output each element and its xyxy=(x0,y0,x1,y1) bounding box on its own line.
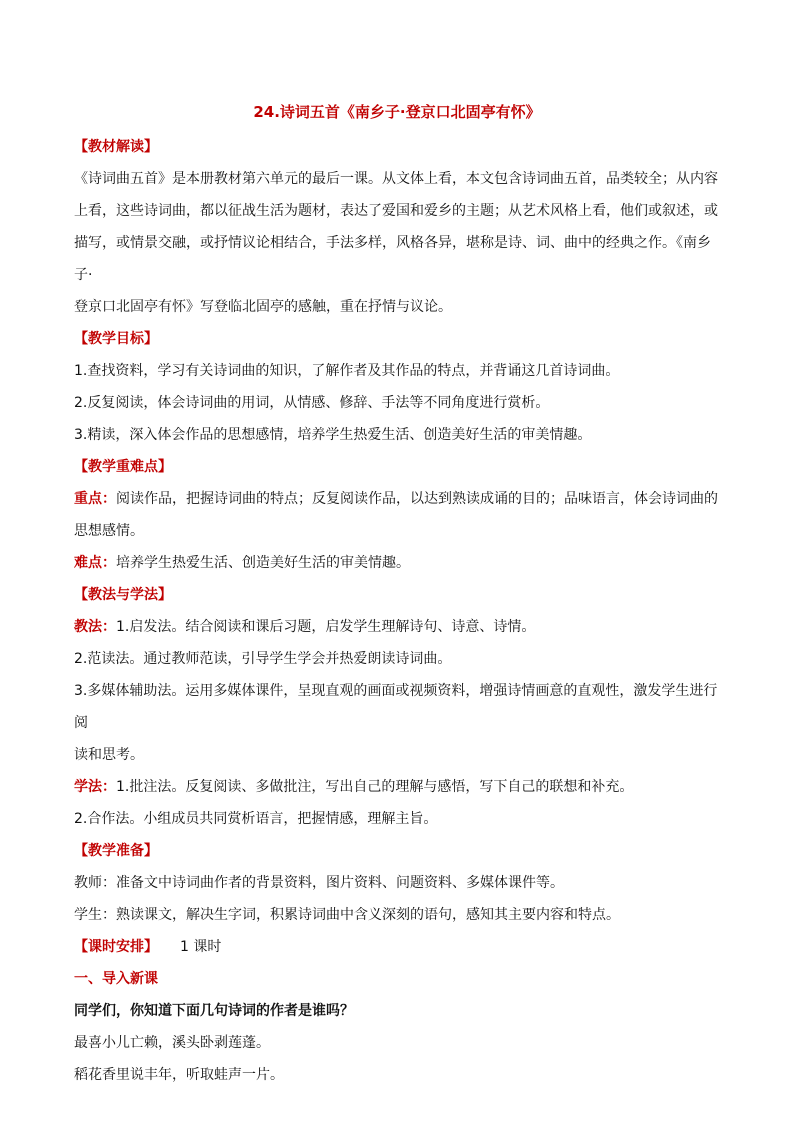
goal-item: 2.反复阅读，体会诗词曲的用词，从情感、修辞、手法等不同角度进行赏析。 xyxy=(74,395,550,411)
teaching-method-text: 1.启发法。结合阅读和课后习题，启发学生理解诗句、诗意、诗情。 xyxy=(116,619,536,635)
schedule-value: 1 课时 xyxy=(180,939,222,955)
key-point-line xyxy=(74,483,722,515)
difficult-point-text: 培养学生热爱生活、创造美好生活的审美情趣。 xyxy=(116,555,410,571)
section-heading-keshi: 【课时安排】 xyxy=(74,939,158,955)
goal-item: 3.精读，深入体会作品的思想感情，培养学生热爱生活、创造美好生活的审美情趣。 xyxy=(74,427,592,443)
key-point-text: 阅读作品，把握诗词曲的特点；反复阅读作品，以达到熟读成诵的目的；品味语言，体会诗词曲的 xyxy=(116,491,718,507)
poem-line: 稻花香里说丰年，听取蛙声一片。 xyxy=(74,1067,284,1083)
prep-student-line: 学生：熟读课文，解决生字词，积累诗词曲中含义深刻的语句，感知其主要内容和特点。 xyxy=(74,907,620,923)
key-point-label: 重点： xyxy=(74,491,116,507)
learning-method-label: 学法： xyxy=(74,779,116,795)
poem-line: 最喜小儿亡赖，溪头卧剥莲蓬。 xyxy=(74,1035,270,1051)
teaching-method-line: 读和思考。 xyxy=(74,747,144,763)
paragraph-line: 描写，或情景交融，或抒情议论相结合，手法多样，风格各异，堪称是诗、词、曲中的经典之作。《南乡子· xyxy=(74,235,711,283)
prep-teacher-line: 教师：准备文中诗词曲作者的背景资料，图片资料、问题资料、多媒体课件等。 xyxy=(74,875,564,891)
teaching-method-label: 教法： xyxy=(74,619,116,635)
document-title: 24.诗词五首《南乡子·登京口北固亭有怀》 xyxy=(253,103,541,121)
learning-method-text: 1.批注法。反复阅读、多做批注，写出自己的理解与感悟，写下自己的联想和补充。 xyxy=(116,779,634,795)
paragraph-line: 《诗词曲五首》是本册教材第六单元的最后一课。从文体上看，本文包含诗词曲五首，品类较全；从内容 xyxy=(74,171,718,187)
section-heading-daoru: 一、导入新课 xyxy=(74,971,158,987)
section-heading-jiaocai: 【教材解读】 xyxy=(74,139,158,155)
key-point-line: 思想感情。 xyxy=(74,523,144,539)
difficult-point-label: 难点： xyxy=(74,555,116,571)
document-body xyxy=(74,131,722,1091)
learning-method-line: 2.合作法。小组成员共同赏析语言，把握情感，理解主旨。 xyxy=(74,811,438,827)
difficult-point-line xyxy=(74,547,722,579)
schedule-line xyxy=(74,931,722,963)
learning-method-line xyxy=(74,771,722,803)
paragraph-line: 登京口北固亭有怀》写登临北固亭的感触，重在抒情与议论。 xyxy=(74,299,452,315)
teaching-method-line: 2.范读法。通过教师范读，引导学生学会并热爱朗读诗词曲。 xyxy=(74,651,452,667)
section-heading-mubiao: 【教学目标】 xyxy=(74,331,158,347)
teaching-method-line xyxy=(74,611,722,643)
goal-item: 1.查找资料，学习有关诗词曲的知识，了解作者及其作品的特点，并背诵这几首诗词曲。 xyxy=(74,363,620,379)
section-heading-zhongnandian: 【教学重难点】 xyxy=(74,459,172,475)
teaching-method-line: 3.多媒体辅助法。运用多媒体课件，呈现直观的画面或视频资料，增强诗情画意的直观性，激发学生进行阅 xyxy=(74,683,718,731)
paragraph-line: 上看，这些诗词曲，都以征战生活为题材，表达了爱国和爱乡的主题；从艺术风格上看，他们或叙述，或 xyxy=(74,203,718,219)
section-heading-zhunbei: 【教学准备】 xyxy=(74,843,158,859)
intro-question: 同学们，你知道下面几句诗词的作者是谁吗？ xyxy=(74,1003,354,1019)
section-heading-fangfa: 【教法与学法】 xyxy=(74,587,172,603)
